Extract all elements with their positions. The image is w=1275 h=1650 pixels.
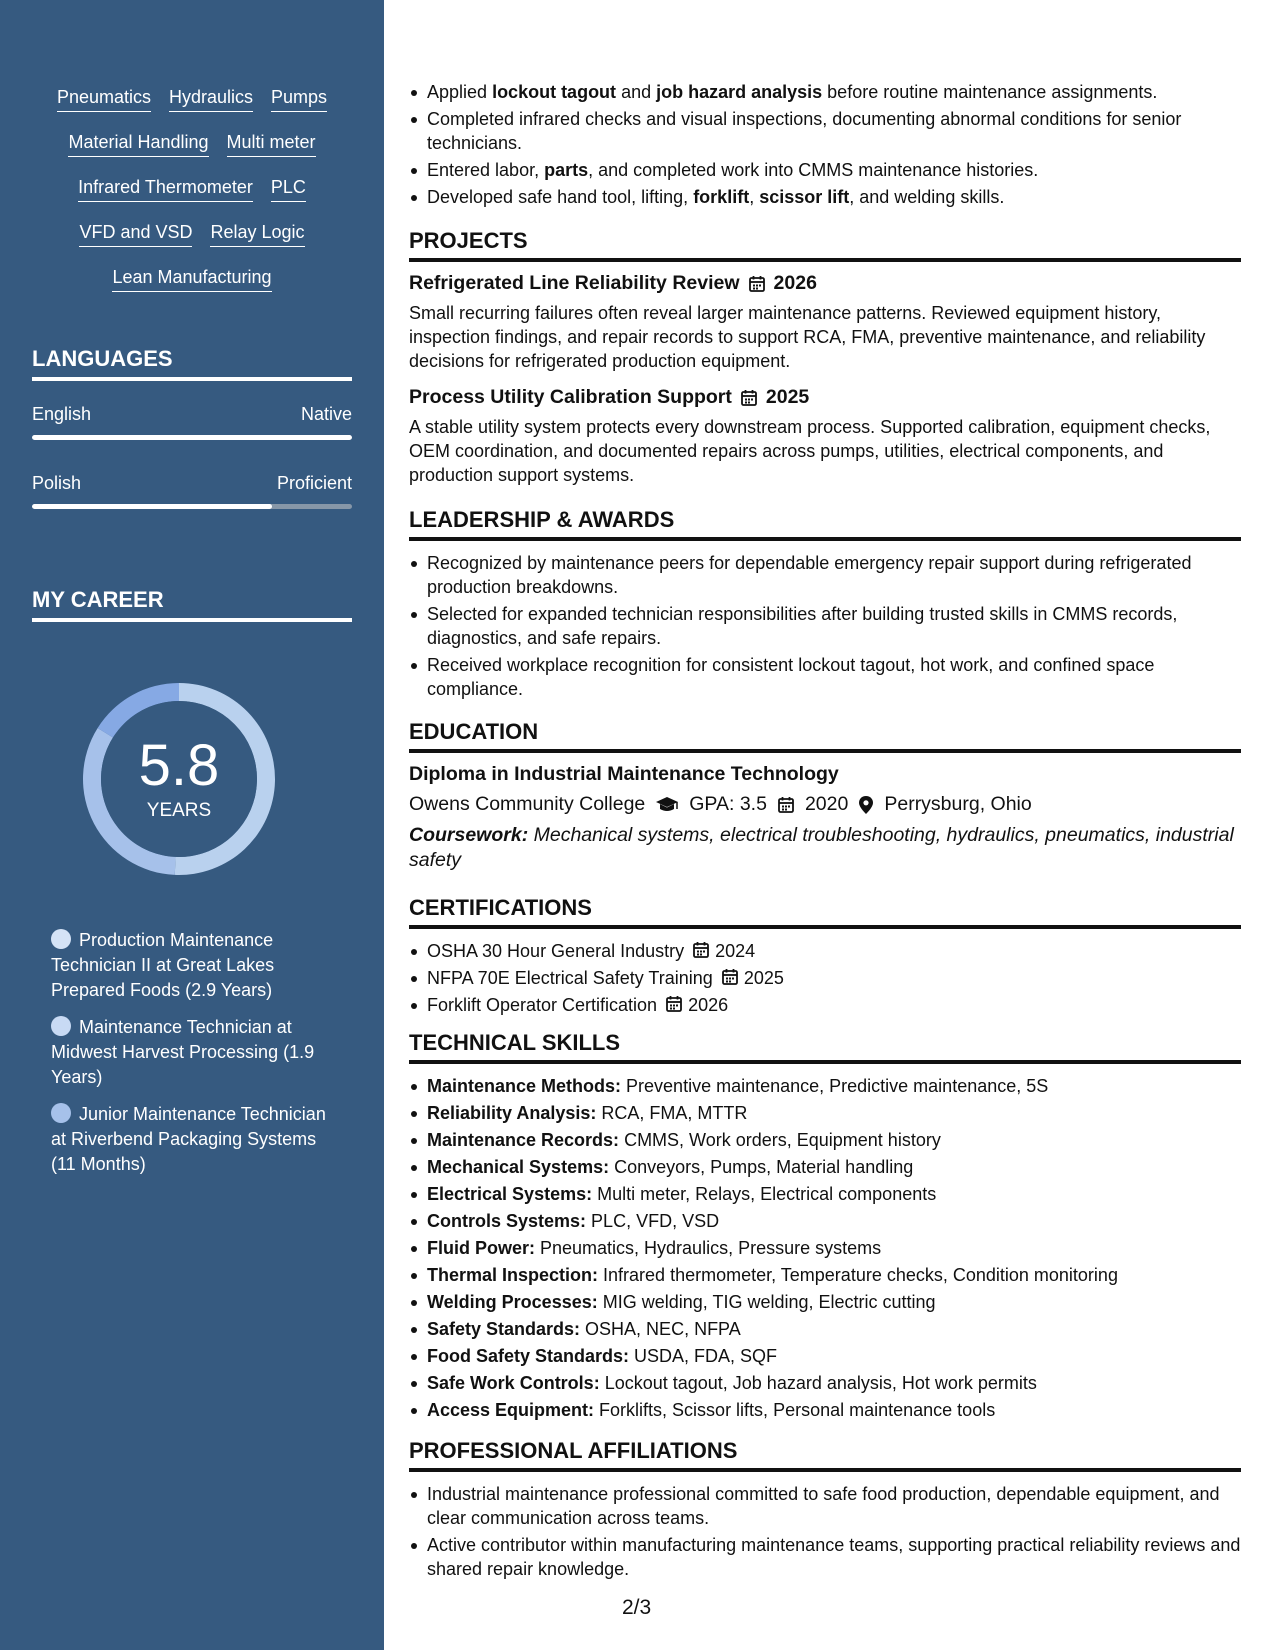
skill-values: CMMS, Work orders, Equipment history — [619, 1130, 941, 1150]
career-dot-icon — [51, 1016, 71, 1036]
skill-tag-row — [32, 131, 352, 176]
main-content — [409, 0, 1241, 1650]
skill-category: Welding Processes: — [427, 1292, 598, 1312]
bullet-text: and — [616, 82, 657, 102]
leadership-list — [409, 551, 1241, 701]
skill-tag: Relay Logic — [210, 221, 304, 247]
project-title: Process Utility Calibration Support — [409, 386, 732, 408]
location-pin-icon — [858, 795, 874, 815]
career-item — [51, 1102, 341, 1177]
school-location: Perrysburg, Ohio — [884, 793, 1032, 815]
skill-tag-row — [32, 86, 352, 131]
language-level: Proficient — [276, 473, 352, 493]
certification-item — [409, 993, 1241, 1017]
certification-year: 2024 — [715, 941, 756, 961]
bullet-text: Entered labor, — [427, 160, 545, 180]
skill-category: Fluid Power: — [427, 1238, 535, 1258]
technical-skill-item — [409, 1074, 1241, 1098]
skill-tag: Material Handling — [68, 131, 208, 157]
skill-values: RCA, FMA, MTTR — [596, 1103, 748, 1123]
experience-section — [409, 80, 1241, 212]
certification-name: Forklift Operator Certification — [427, 995, 658, 1015]
certification-name: OSHA 30 Hour General Industry — [427, 941, 685, 961]
bullet-text: Applied — [427, 82, 493, 102]
career-list — [51, 928, 341, 1189]
certifications-list — [409, 939, 1241, 1017]
emphasis-text: job hazard analysis — [656, 82, 823, 102]
career-dot-icon — [51, 929, 71, 949]
skill-tag: Pneumatics — [57, 86, 151, 112]
skill-values: PLC, VFD, VSD — [586, 1211, 720, 1231]
skill-category: Access Equipment: — [427, 1400, 595, 1420]
skill-category: Controls Systems: — [427, 1211, 587, 1231]
project-year: 2026 — [773, 272, 817, 294]
bullet-text: , and completed work into CMMS maintenance histories. — [588, 160, 1039, 180]
skill-category: Maintenance Records: — [427, 1130, 620, 1150]
technical-skill-item — [409, 1182, 1241, 1206]
skill-category: Safety Standards: — [427, 1319, 581, 1339]
experience-bullets — [409, 80, 1241, 209]
language-bar-fill — [32, 435, 352, 440]
skill-values: Preventive maintenance, Predictive maintenance, 5S — [621, 1076, 1049, 1096]
project-item — [409, 272, 1241, 373]
bullet-text: Completed infrared checks and visual inspections, documenting abnormal conditions for senior technicians. — [427, 109, 1182, 153]
language-level: Native — [300, 404, 352, 424]
skill-category: Thermal Inspection: — [427, 1265, 599, 1285]
school-name: Owens Community College — [409, 793, 646, 815]
technical-skill-item — [409, 1155, 1241, 1179]
calendar-icon — [777, 796, 795, 814]
affiliation-item: Active contributor within manufacturing maintenance teams, supporting practical reliability reviews and shared repair knowledge. — [409, 1533, 1241, 1581]
skill-tag: PLC — [271, 176, 306, 202]
skill-tag: Pumps — [271, 86, 327, 112]
skill-tag: Infrared Thermometer — [78, 176, 253, 202]
career-total-unit: YEARS — [146, 800, 212, 821]
certification-year: 2025 — [743, 968, 784, 988]
graduation-cap-icon — [655, 796, 679, 814]
certification-item — [409, 966, 1241, 990]
bullet-text: , and welding skills. — [849, 187, 1005, 207]
career-item — [51, 928, 341, 1003]
language-bar — [32, 504, 352, 509]
certifications-section — [409, 895, 1241, 1020]
affiliations-heading: PROFESSIONAL AFFILIATIONS — [409, 1438, 1241, 1472]
language-bar — [32, 435, 352, 440]
gpa: GPA: 3.5 — [689, 793, 767, 815]
technical-skill-item — [409, 1101, 1241, 1125]
career-item-text: Production Maintenance Technician II at Great Lakes Prepared Foods (2.9 Years) — [51, 930, 275, 1000]
technical-skills-heading: TECHNICAL SKILLS — [409, 1030, 1241, 1064]
language-name: English — [32, 404, 92, 424]
leadership-item: Recognized by maintenance peers for dependable emergency repair support during refrigerated production breakdowns. — [409, 551, 1241, 599]
skill-category: Mechanical Systems: — [427, 1157, 610, 1177]
coursework-label: Coursework: — [409, 824, 529, 846]
calendar-icon — [692, 941, 710, 959]
technical-skills-section — [409, 1030, 1241, 1425]
skill-values: MIG welding, TIG welding, Electric cutting — [597, 1292, 936, 1312]
skill-values: Lockout tagout, Job hazard analysis, Hot work permits — [599, 1373, 1037, 1393]
skill-values: Multi meter, Relays, Electrical components — [592, 1184, 937, 1204]
calendar-icon — [665, 995, 683, 1013]
affiliations-list — [409, 1482, 1241, 1581]
career-dot-icon — [51, 1103, 71, 1123]
project-year: 2025 — [765, 386, 810, 408]
page-number: 2/3 — [622, 1596, 652, 1619]
certification-item — [409, 939, 1241, 963]
skill-tag-row — [32, 221, 352, 266]
technical-skill-item — [409, 1263, 1241, 1287]
career-donut-chart — [66, 666, 292, 892]
bullet-text: , — [749, 187, 760, 207]
leadership-item: Received workplace recognition for consistent lockout tagout, hot work, and confined space compliance. — [409, 653, 1241, 701]
skill-values: USDA, FDA, SQF — [629, 1346, 778, 1366]
technical-skill-item — [409, 1236, 1241, 1260]
language-name: Polish — [32, 473, 82, 493]
leadership-section — [409, 507, 1241, 704]
technical-skill-item — [409, 1128, 1241, 1152]
affiliations-section — [409, 1438, 1241, 1584]
certification-year: 2026 — [688, 995, 729, 1015]
technical-skill-item — [409, 1371, 1241, 1395]
education-section — [409, 719, 1241, 873]
skill-values: Forklifts, Scissor lifts, Personal maintenance tools — [594, 1400, 996, 1420]
emphasis-text: scissor lift — [759, 187, 850, 207]
calendar-icon — [748, 275, 766, 293]
skill-tag: VFD and VSD — [79, 221, 192, 247]
emphasis-text: parts — [544, 160, 589, 180]
certification-name: NFPA 70E Electrical Safety Training — [427, 968, 713, 988]
emphasis-text: forklift — [693, 187, 750, 207]
experience-bullet — [409, 80, 1241, 104]
calendar-icon — [721, 968, 739, 986]
skill-category: Maintenance Methods: — [427, 1076, 622, 1096]
skill-category: Food Safety Standards: — [427, 1346, 630, 1366]
skill-values: Pneumatics, Hydraulics, Pressure systems — [535, 1238, 882, 1258]
languages-heading: LANGUAGES — [32, 346, 352, 381]
career-total-value: 5.8 — [138, 733, 220, 798]
emphasis-text: lockout tagout — [492, 82, 617, 102]
coursework — [409, 823, 1241, 873]
certifications-heading: CERTIFICATIONS — [409, 895, 1241, 929]
skill-category: Safe Work Controls: — [427, 1373, 600, 1393]
affiliation-item: Industrial maintenance professional committed to safe food production, dependable equipment, and clear communication across teams. — [409, 1482, 1241, 1530]
skill-tag-row — [32, 266, 352, 311]
skill-tags — [32, 86, 352, 311]
skill-tag: Hydraulics — [169, 86, 253, 112]
bullet-text: Developed safe hand tool, lifting, — [427, 187, 694, 207]
education-heading: EDUCATION — [409, 719, 1241, 753]
skill-values: Conveyors, Pumps, Material handling — [609, 1157, 914, 1177]
technical-skill-item — [409, 1317, 1241, 1341]
skill-values: OSHA, NEC, NFPA — [580, 1319, 741, 1339]
degree-title: Diploma in Industrial Maintenance Technology — [409, 763, 839, 785]
leadership-item: Selected for expanded technician responsibilities after building trusted skills in CMMS records, diagnostics, and safe repairs. — [409, 602, 1241, 650]
experience-bullet — [409, 107, 1241, 155]
technical-skill-item — [409, 1344, 1241, 1368]
technical-skill-item — [409, 1398, 1241, 1422]
skill-tag: Lean Manufacturing — [112, 266, 271, 292]
calendar-icon — [740, 389, 758, 407]
career-item-text: Maintenance Technician at Midwest Harvest Processing (1.9 Years) — [51, 1017, 315, 1087]
language-bar-fill — [32, 504, 272, 509]
language-entry — [32, 473, 352, 509]
project-title: Refrigerated Line Reliability Review — [409, 272, 740, 294]
career-heading: MY CAREER — [32, 587, 352, 622]
technical-skill-item — [409, 1290, 1241, 1314]
project-item — [409, 386, 1241, 487]
graduation-year: 2020 — [804, 793, 849, 815]
skill-tag-row — [32, 176, 352, 221]
technical-skill-item — [409, 1209, 1241, 1233]
leadership-heading: LEADERSHIP & AWARDS — [409, 507, 1241, 541]
coursework-text: Mechanical systems, electrical troubleshooting, hydraulics, pneumatics, industrial safety — [409, 824, 1234, 871]
career-item — [51, 1015, 341, 1090]
projects-section — [409, 228, 1241, 487]
technical-skills-list — [409, 1074, 1241, 1422]
skill-values: Infrared thermometer, Temperature checks, Condition monitoring — [598, 1265, 1118, 1285]
bullet-text: before routine maintenance assignments. — [822, 82, 1158, 102]
career-item-text: Junior Maintenance Technician at Riverbend Packaging Systems (11 Months) — [51, 1104, 326, 1174]
language-entry — [32, 404, 352, 440]
skill-category: Electrical Systems: — [427, 1184, 593, 1204]
experience-bullet — [409, 185, 1241, 209]
skill-category: Reliability Analysis: — [427, 1103, 597, 1123]
projects-heading: PROJECTS — [409, 228, 1241, 262]
project-description: Small recurring failures often reveal larger maintenance patterns. Reviewed equipment history, inspection findings, and repair records to support RCA, FMA, preventive maintenance, and reliability decisions for refrigerated production equipment. — [409, 303, 1206, 371]
project-description: A stable utility system protects every downstream process. Supported calibration, equipment checks, OEM coordination, and documented repairs across pumps, utilities, electrical components, and production support systems. — [409, 417, 1211, 485]
skill-tag: Multi meter — [227, 131, 316, 157]
sidebar — [0, 0, 384, 1650]
experience-bullet — [409, 158, 1241, 182]
